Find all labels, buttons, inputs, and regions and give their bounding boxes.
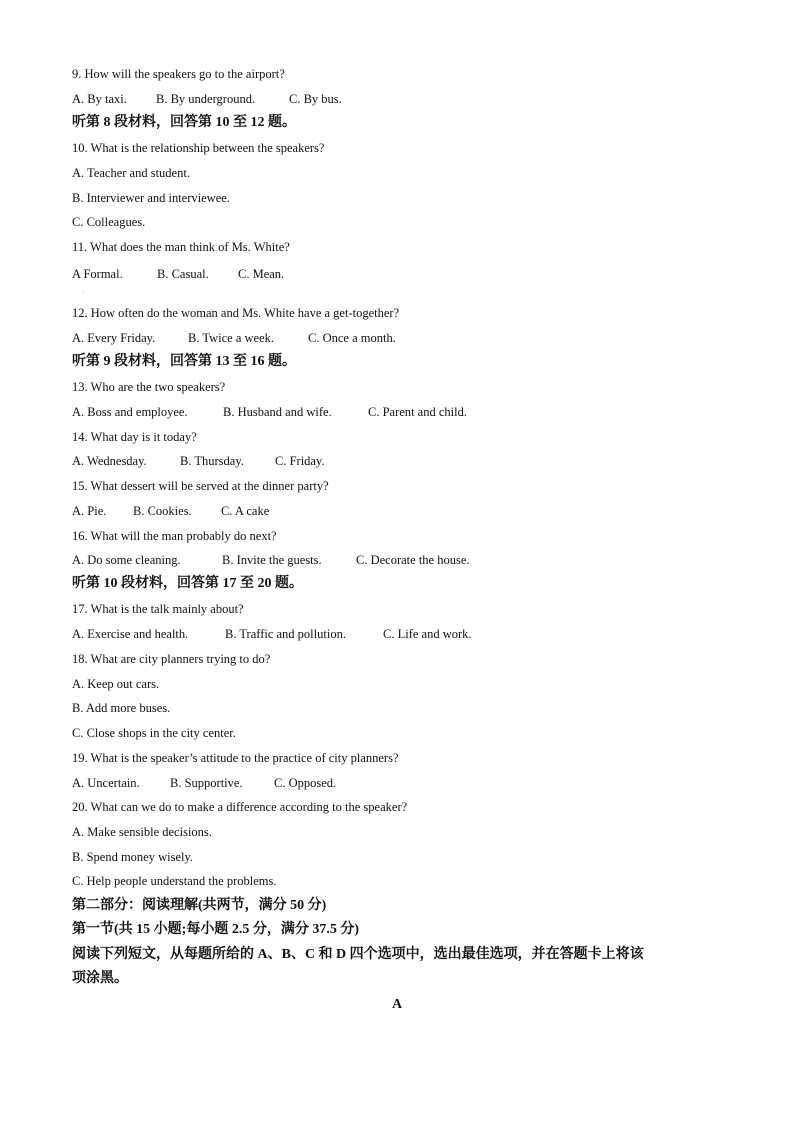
answer-option: C. By bus. xyxy=(289,92,342,106)
question-line: 10. What is the relationship between the speakers? xyxy=(72,141,325,155)
answer-option: A. By taxi. xyxy=(72,92,127,106)
answer-option: A. Do some cleaning. xyxy=(72,553,181,567)
question-line: C. Colleagues. xyxy=(72,215,146,229)
section-heading: 项涂黑。 xyxy=(72,971,128,986)
passage-title: A xyxy=(391,997,403,1012)
section-heading: 第一节(共 15 小题;每小题 2.5 分，满分 37.5 分) xyxy=(72,922,359,937)
question-line: A. Teacher and student. xyxy=(72,166,190,180)
answer-option: A. Boss and employee. xyxy=(72,405,188,419)
answer-option: A. Uncertain. xyxy=(72,776,140,790)
question-line: B. Interviewer and interviewee. xyxy=(72,191,230,205)
answer-option: A. Pie. xyxy=(72,504,107,518)
question-line: 16. What will the man probably do next? xyxy=(72,529,277,543)
question-line: A. Make sensible decisions. xyxy=(72,825,212,839)
answer-option: B. Thursday. xyxy=(180,454,244,468)
answer-option: A. Wednesday. xyxy=(72,454,147,468)
answer-option: B. Husband and wife. xyxy=(223,405,332,419)
question-line: B. Add more buses. xyxy=(72,701,171,715)
question-line: 18. What are city planners trying to do? xyxy=(72,652,271,666)
answer-option: A Formal. xyxy=(72,267,123,281)
answer-option: C. Life and work. xyxy=(383,627,472,641)
question-line: A. Keep out cars. xyxy=(72,677,160,691)
section-heading: 听第 10 段材料，回答第 17 至 20 题。 xyxy=(72,576,303,591)
answer-option: A. Exercise and health. xyxy=(72,627,189,641)
answer-option: C. Once a month. xyxy=(308,331,396,345)
answer-option: B. By underground. xyxy=(156,92,256,106)
answer-option: B. Traffic and pollution. xyxy=(225,627,346,641)
question-line: 11. What does the man think of Ms. White? xyxy=(72,240,290,254)
answer-option: C. Parent and child. xyxy=(368,405,467,419)
answer-option: C. Decorate the house. xyxy=(356,553,470,567)
answer-option: B. Invite the guests. xyxy=(222,553,322,567)
section-heading: 听第 8 段材料，回答第 10 至 12 题。 xyxy=(72,115,296,130)
answer-option: C. Opposed. xyxy=(274,776,337,790)
question-line: 12. How often do the woman and Ms. White have a get-together? xyxy=(72,306,400,320)
answer-option: C. Friday. xyxy=(275,454,325,468)
answer-option: B. Twice a week. xyxy=(188,331,275,345)
question-line: B. Spend money wisely. xyxy=(72,850,194,864)
answer-option: B. Casual. xyxy=(157,267,209,281)
question-line: 9. How will the speakers go to the airport? xyxy=(72,67,285,81)
question-line: 17. What is the talk mainly about? xyxy=(72,602,244,616)
question-line: C. Close shops in the city center. xyxy=(72,726,236,740)
section-heading: 阅读下列短文，从每题所给的 A、B、C 和 D 四个选项中，选出最佳选项，并在答题卡上将该 xyxy=(72,947,644,962)
question-line: C. Help people understand the problems. xyxy=(72,874,277,888)
answer-option: A. Every Friday. xyxy=(72,331,156,345)
stray-mark: · xyxy=(82,290,84,296)
question-line: 13. Who are the two speakers? xyxy=(72,380,226,394)
question-line: 19. What is the speaker’s attitude to the practice of city planners? xyxy=(72,751,399,765)
question-line: 15. What dessert will be served at the dinner party? xyxy=(72,479,329,493)
answer-option: C. A cake xyxy=(221,504,270,518)
answer-option: B. Supportive. xyxy=(170,776,243,790)
question-line: 14. What day is it today? xyxy=(72,430,197,444)
answer-option: B. Cookies. xyxy=(133,504,192,518)
answer-option: C. Mean. xyxy=(238,267,285,281)
question-line: 20. What can we do to make a difference according to the speaker? xyxy=(72,800,408,814)
section-heading: 听第 9 段材料，回答第 13 至 16 题。 xyxy=(72,354,296,369)
section-heading: 第二部分：阅读理解(共两节，满分 50 分) xyxy=(72,898,327,913)
